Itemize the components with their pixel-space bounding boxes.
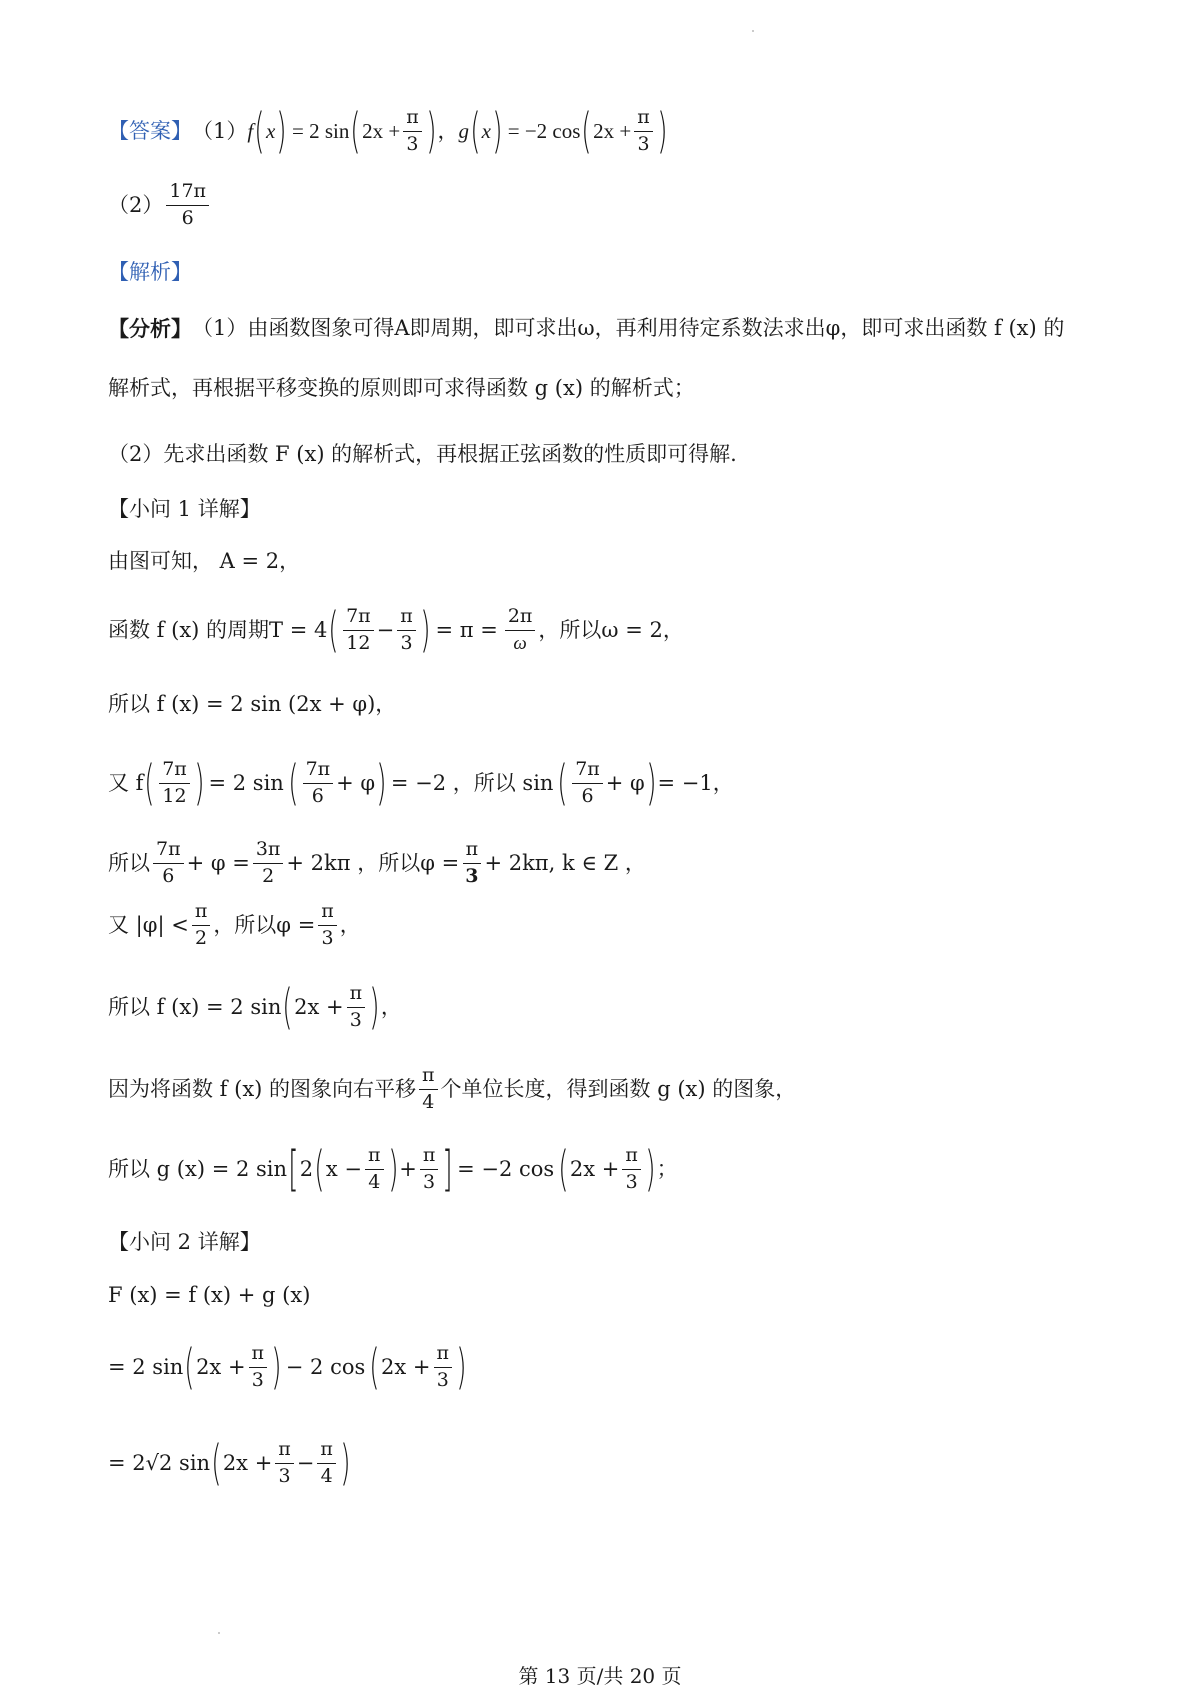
q1-line-1: 由图可知， A = 2，	[108, 549, 301, 573]
q1-line-5: 所以 $\frac{7\pi}{6}$ + φ = $\frac{3\pi}{2}$ + 2kπ ，所以φ = $\frac{\pi}{3}$ + 2kπ, k ∈ Z ，	[108, 837, 646, 887]
answer-line-2	[108, 180, 212, 230]
q1-label: 【小问 1 详解】	[108, 497, 261, 521]
q1-line-2: 函数 f (x) 的周期T = 4 ( $\frac{7\pi}{12}$ − $\frac{\pi}{3}$ ) = π = $\frac{2\pi}{\omega}$ ，所以ω = 2，	[108, 602, 684, 658]
fenxi-line-3: （2）先求出函数 F (x) 的解析式，再根据正弦函数的性质即可得解.	[108, 442, 737, 466]
answer-line-1: 【答案】 （1） f ( x ) = 2 sin ( 2x + $\frac{\pi}{3}$ ) ， g ( x ) = −2 cos ( 2x + $\frac{\pi}{3}$ )	[108, 103, 668, 159]
scan-dot	[752, 30, 754, 32]
q1-line-4: 又 f ( $\frac{7\pi}{12}$ ) = 2 sin ( $\frac{7\pi}{6}$ + φ ) = −2 ，所以 sin ( $\frac{7\pi}{6}$ + φ ) = −1，	[108, 755, 734, 811]
q1-line-8: 因为将函数 f (x) 的图象向右平移 $\frac{\pi}{4}$ 个单位长度，得到函数 g (x) 的图象，	[108, 1063, 797, 1113]
q1-line-9: 所以 g (x) = 2 sin [ 2 ( x − $\frac{\pi}{4}$ ) + $\frac{\pi}{3}$ ] = −2 cos ( 2x + $\frac{\pi}{3}$ ) ；	[108, 1141, 678, 1197]
q2-label: 【小问 2 详解】	[108, 1230, 261, 1254]
q1-line-6: 又 |φ| < $\frac{\pi}{2}$ ，所以φ = $\frac{\pi}{3}$ ，	[108, 899, 361, 949]
fenxi-label: 【分析】	[108, 316, 192, 341]
q1-line-7: 所以 f (x) = 2 sin ( 2x + $\frac{\pi}{3}$ ) ，	[108, 979, 402, 1035]
q2-line-3: = 2√2 sin ( 2x + $\frac{\pi}{3}$ − $\frac{\pi}{4}$ )	[108, 1435, 351, 1491]
page-footer: 第 13 页/共 20 页	[518, 1664, 682, 1688]
answer-part1-label: （1）	[192, 118, 248, 143]
analysis-label: 【解析】	[108, 260, 192, 284]
q1-line-3: 所以 f (x) = 2 sin (2x + φ)，	[108, 692, 397, 716]
scan-dot	[218, 1632, 220, 1634]
fraction: $\frac{\pi}{3}$	[403, 107, 422, 156]
answer-label: 【答案】	[108, 118, 192, 143]
q2-line-1: F (x) = f (x) + g (x)	[108, 1283, 311, 1307]
fraction: $\frac{17\pi}{6}$	[166, 181, 209, 230]
answer-part2-label: （2）	[108, 192, 164, 217]
fraction: $\frac{\pi}{3}$	[634, 107, 653, 156]
q2-line-2: = 2 sin ( 2x + $\frac{\pi}{3}$ ) − 2 cos ( 2x + $\frac{\pi}{3}$ )	[108, 1339, 467, 1395]
fenxi-line-1: 【分析】 （1）由函数图象可得A即周期，即可求出ω，再利用待定系数法求出φ，即可求出函数 f (x) 的	[108, 316, 1065, 341]
fenxi-line-2: 解析式，再根据平移变换的原则即可求得函数 g (x) 的解析式；	[108, 376, 695, 400]
